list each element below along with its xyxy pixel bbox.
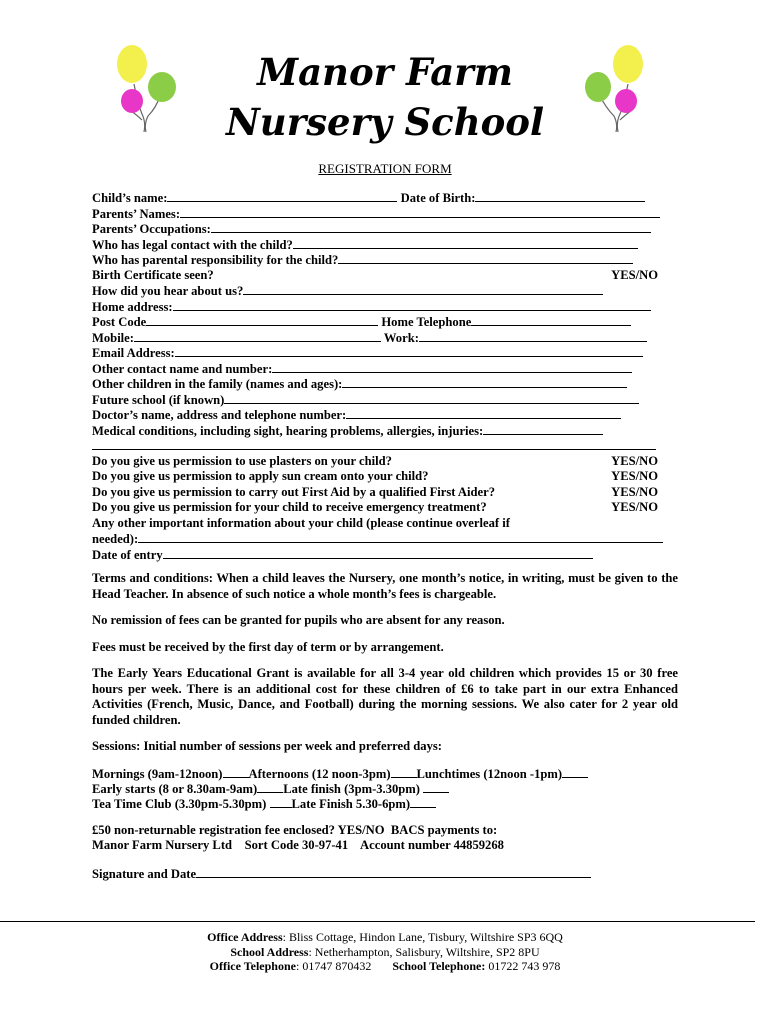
post-code-row[interactable]	[92, 314, 664, 330]
afternoons-label: Afternoons (12 noon-3pm)	[248, 767, 391, 781]
birth-certificate-label: Birth Certificate seen?	[92, 267, 214, 282]
signature-label: Signature and Date	[92, 867, 197, 881]
legal-contact-input[interactable]	[293, 237, 638, 249]
home-telephone-label: Home Telephone	[381, 315, 472, 329]
sun-cream-label: Do you give us permission to apply sun cream onto your child?	[92, 469, 429, 483]
late-finish-label: Late finish (3pm-3.30pm)	[283, 782, 420, 796]
afternoons-input[interactable]	[391, 766, 417, 778]
parents-names-row[interactable]	[92, 206, 664, 222]
date-of-entry-label: Date of entry	[92, 547, 163, 562]
legal-contact-row[interactable]	[92, 237, 664, 253]
telephone-line	[0, 958, 770, 974]
other-contact-row[interactable]	[92, 361, 664, 377]
parental-responsibility-label: Who has parental responsibility for the child?	[92, 253, 339, 267]
other-info-label: Any other important information about your child (please continue overleaf if	[92, 515, 510, 530]
doctor-input[interactable]	[346, 407, 621, 419]
medical-continued-row[interactable]	[92, 438, 664, 454]
school-phone-value: 01722 743 978	[485, 959, 561, 973]
future-school-row[interactable]	[92, 392, 664, 408]
email-label: Email Address:	[92, 346, 175, 360]
fee-line: £50 non-returnable registration fee enclosed? YES/NO BACS payments to:	[92, 823, 498, 837]
early-starts-label: Early starts (8 or 8.30am-9am)	[92, 782, 258, 796]
bank-details: Manor Farm Nursery Ltd Sort Code 30-97-41 Account number 44859268	[92, 838, 504, 852]
office-phone-value: : 01747 870432	[295, 959, 372, 973]
emergency-label: Do you give us permission for your child to receive emergency treatment?	[92, 500, 487, 514]
grant-paragraph: The Early Years Educational Grant is available for all 3-4 year old children which provides 15 or 30 free hours per week. There is an additional cost for these children of £6 to take part in our extra Enhanced Activities (French, Music, Dance, and Football) during the morning sessions. We also cater for 2 year old funded children.	[92, 666, 678, 727]
parental-responsibility-input[interactable]	[338, 252, 633, 264]
parents-occupations-input[interactable]	[211, 221, 651, 233]
footer-divider	[0, 921, 755, 922]
parents-occupations-row[interactable]	[92, 221, 664, 237]
other-info-continued-row[interactable]	[92, 531, 678, 547]
home-address-label: Home address:	[92, 299, 173, 314]
first-aid-row[interactable]	[92, 485, 664, 501]
school-title-line1: Manor Farm	[257, 50, 513, 94]
hear-about-row[interactable]	[92, 283, 664, 299]
email-input[interactable]	[175, 345, 643, 357]
legal-contact-label: Who has legal contact with the child?	[92, 237, 293, 252]
date-of-entry-input[interactable]	[163, 547, 593, 559]
dob-label: Date of Birth:	[400, 191, 476, 205]
email-row[interactable]	[92, 345, 664, 361]
lunchtimes-input[interactable]	[562, 766, 588, 778]
fees-remission-paragraph: No remission of fees can be granted for pupils who are absent for any reason.	[92, 613, 505, 627]
birth-certificate-yes-no[interactable]: YES/NO	[605, 268, 658, 284]
office-address-value: : Bliss Cottage, Hindon Lane, Tisbury, Wiltshire SP3 6QQ	[282, 930, 563, 944]
other-info-label-2: needed):	[92, 532, 139, 546]
parental-responsibility-row[interactable]	[92, 252, 664, 268]
sessions-line-3[interactable]	[92, 796, 678, 813]
hear-about-label: How did you hear about us?	[92, 284, 244, 298]
dob-input[interactable]	[475, 190, 645, 202]
mornings-label: Mornings (9am-12noon)	[92, 767, 223, 781]
office-address-label: Office Address	[207, 930, 283, 944]
plasters-yes-no[interactable]: YES/NO	[605, 454, 658, 470]
other-children-input[interactable]	[342, 376, 627, 388]
signature-input[interactable]	[196, 866, 591, 878]
home-address-input[interactable]	[173, 299, 651, 311]
future-school-input[interactable]	[224, 392, 639, 404]
doctor-row[interactable]	[92, 407, 664, 423]
child-name-input[interactable]	[167, 190, 397, 202]
work-input[interactable]	[419, 330, 647, 342]
late-finish-input[interactable]	[423, 781, 449, 793]
school-phone-label: School Telephone:	[392, 959, 486, 973]
emergency-yes-no[interactable]: YES/NO	[605, 500, 658, 516]
doctor-label: Doctor’s name, address and telephone number:	[92, 408, 347, 422]
mobile-row[interactable]	[92, 330, 664, 346]
post-code-input[interactable]	[146, 314, 378, 326]
home-telephone-input[interactable]	[471, 314, 631, 326]
medical-input[interactable]	[483, 423, 603, 435]
medical-input-continued[interactable]	[92, 438, 656, 450]
late-finish-2-label: Late Finish 5.30-6pm)	[291, 797, 411, 811]
early-starts-input[interactable]	[257, 781, 283, 793]
first-aid-yes-no[interactable]: YES/NO	[605, 485, 658, 501]
parents-names-input[interactable]	[180, 206, 660, 218]
future-school-label: Future school (if known)	[92, 392, 225, 407]
mornings-input[interactable]	[223, 766, 249, 778]
lunchtimes-label: Lunchtimes (12noon -1pm)	[416, 767, 563, 781]
mobile-label: Mobile:	[92, 330, 134, 345]
parents-occupations-label: Parents’ Occupations:	[92, 222, 211, 236]
form-title: REGISTRATION FORM	[318, 161, 452, 176]
registration-fields	[92, 190, 664, 562]
office-address-line	[0, 929, 770, 945]
first-aid-label: Do you give us permission to carry out First Aid by a qualified First Aider?	[92, 484, 495, 499]
school-address-label: School Address	[230, 945, 309, 959]
child-name-label: Child’s name:	[92, 191, 168, 205]
sun-cream-yes-no[interactable]: YES/NO	[605, 469, 658, 485]
plasters-row[interactable]	[92, 454, 664, 470]
school-title-line2: Nursery School	[225, 100, 545, 144]
tea-time-input[interactable]	[270, 796, 292, 808]
hear-about-input[interactable]	[243, 283, 603, 295]
signature-row[interactable]	[92, 866, 678, 883]
fees-due-paragraph: Fees must be received by the first day of term or by arrangement.	[92, 640, 444, 654]
other-children-label: Other children in the family (names and ages):	[92, 377, 343, 391]
tea-time-label: Tea Time Club (3.30pm-5.30pm)	[92, 797, 267, 811]
sessions-heading: Sessions: Initial number of sessions per week and preferred days:	[92, 739, 442, 753]
mobile-input[interactable]	[134, 330, 381, 342]
school-address-value: : Netherhampton, Salisbury, Wiltshire, SP2 8PU	[308, 945, 540, 959]
birth-certificate-row[interactable]	[92, 268, 664, 284]
other-contact-label: Other contact name and number:	[92, 361, 273, 376]
medical-row[interactable]	[92, 423, 664, 439]
other-children-row[interactable]	[92, 376, 664, 392]
other-info-input[interactable]	[138, 531, 663, 543]
office-phone-label: Office Telephone	[209, 959, 296, 973]
sun-cream-row[interactable]	[92, 469, 664, 485]
plasters-label: Do you give us permission to use plasters on your child?	[92, 453, 392, 468]
other-info-row	[92, 516, 664, 532]
medical-label: Medical conditions, including sight, hearing problems, allergies, injuries:	[92, 423, 484, 438]
late-finish-2-input[interactable]	[410, 796, 436, 808]
work-label: Work:	[383, 330, 419, 345]
home-address-row[interactable]	[92, 299, 664, 315]
child-name-row[interactable]	[92, 190, 664, 206]
terms-paragraph: Terms and conditions: When a child leaves the Nursery, one month’s notice, in writing, must be given to the Head Teacher. In absence of such notice a whole month’s fees is chargeable.	[92, 571, 678, 601]
parents-names-label: Parents’ Names:	[92, 206, 181, 221]
date-of-entry-row[interactable]	[92, 547, 664, 563]
emergency-row[interactable]	[92, 500, 664, 516]
post-code-label: Post Code	[92, 315, 147, 329]
other-contact-input[interactable]	[272, 361, 632, 373]
